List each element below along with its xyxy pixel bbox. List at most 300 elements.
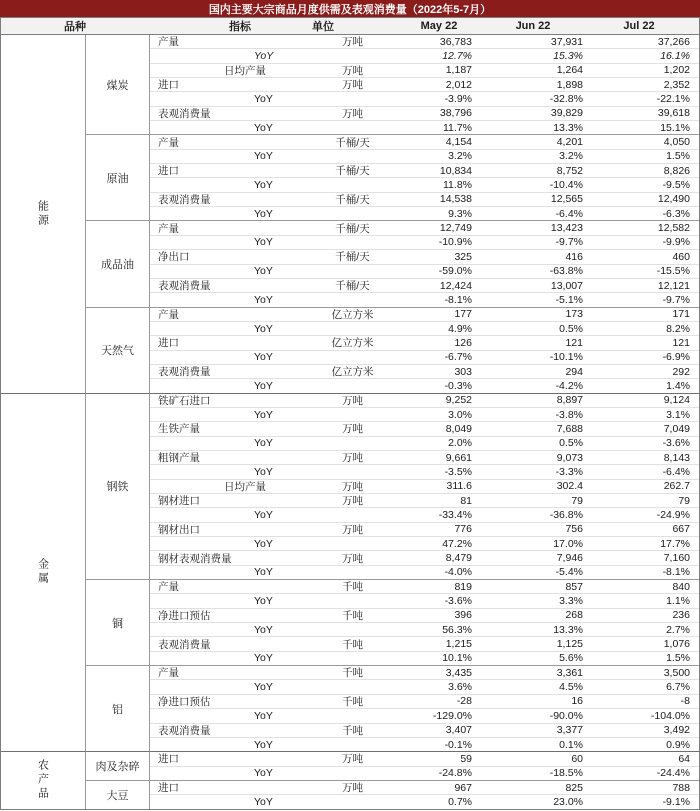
value-cell: 4.9% [400,322,478,336]
header-month: Jul 22 [588,17,700,35]
value-cell: 3.2% [478,150,588,164]
indicator-label: 进口 [150,781,305,795]
unit-label: 千桶/天 [305,164,400,178]
header-indicator: 指标 [150,17,305,35]
value-cell: 416 [478,250,588,264]
subcategory-cell [86,580,150,666]
indicator-label: 净出口 [150,250,305,264]
unit-label [305,594,400,608]
value-cell: -33.4% [400,508,478,522]
subcategory-cell [86,135,150,221]
value-cell: 56.3% [400,623,478,637]
indicator-label: 进口 [150,752,305,766]
indicator-label: 日均产量 [150,64,305,78]
unit-label: 万吨 [305,107,400,121]
value-cell: 11.7% [400,121,478,135]
subcategory-label: 钢铁 [106,481,129,494]
value-cell: 3,377 [478,724,588,738]
value-cell: 0.1% [478,738,588,752]
unit-label: 万吨 [305,523,400,537]
value-cell: 1,898 [478,78,588,92]
value-cell: 4.5% [478,680,588,694]
indicator-label: 进口 [150,78,305,92]
subcategory-cell [86,666,150,752]
value-cell: 17.0% [478,537,588,551]
unit-label [305,379,400,393]
value-cell: 9,252 [400,394,478,408]
value-cell: 37,266 [588,35,700,49]
value-cell: 3,407 [400,724,478,738]
value-cell: 8,826 [588,164,700,178]
value-cell: 177 [400,308,478,322]
indicator-label: YoY [150,265,305,279]
category-label: 能源 [36,199,49,228]
subcategory-label: 天然气 [101,345,134,358]
header-month: May 22 [400,17,478,35]
value-cell: 3.0% [400,408,478,422]
indicator-label: 表观消费量 [150,279,305,293]
unit-label [305,738,400,752]
value-cell: 825 [478,781,588,795]
value-cell: -24.8% [400,767,478,781]
indicator-label: YoY [150,150,305,164]
value-cell: 59 [400,752,478,766]
value-cell: 8,752 [478,164,588,178]
value-cell: -3.3% [478,465,588,479]
value-cell: 292 [588,365,700,379]
value-cell: 17.7% [588,537,700,551]
indicator-label: YoY [150,508,305,522]
header-category: 品种 [0,17,150,35]
indicator-label: 表观消费量 [150,365,305,379]
unit-label: 千桶/天 [305,250,400,264]
subcategory-cell [86,221,150,307]
indicator-label: 进口 [150,336,305,350]
header-month: Jun 22 [478,17,588,35]
value-cell: 0.7% [400,795,478,809]
value-cell: 81 [400,494,478,508]
subcategory-label: 大豆 [106,789,129,802]
indicator-label: 表观消费量 [150,193,305,207]
indicator-label: YoY [150,121,305,135]
subcategory-label: 煤炭 [106,79,129,92]
value-cell: -24.9% [588,508,700,522]
value-cell: 14,538 [400,193,478,207]
value-cell: 3,500 [588,666,700,680]
indicator-label: YoY [150,537,305,551]
value-cell: 15.3% [478,49,588,63]
value-cell: 268 [478,609,588,623]
subcategory-cell [86,308,150,394]
value-cell: 3,435 [400,666,478,680]
subcategory-label: 原油 [106,172,129,185]
value-cell: 1,264 [478,64,588,78]
unit-label: 亿立方米 [305,365,400,379]
value-cell: 8,479 [400,551,478,565]
value-cell: 311.6 [400,480,478,494]
unit-label [305,178,400,192]
indicator-label: 产量 [150,221,305,235]
value-cell: 756 [478,523,588,537]
value-cell: 1.5% [588,652,700,666]
unit-label [305,537,400,551]
value-cell: 7,688 [478,422,588,436]
value-cell: 39,829 [478,107,588,121]
value-cell: 840 [588,580,700,594]
indicator-label: 净进口预估 [150,609,305,623]
category-cell [0,394,86,753]
unit-label [305,709,400,723]
value-cell: -15.5% [588,265,700,279]
value-cell: -4.2% [478,379,588,393]
unit-label [305,437,400,451]
value-cell: 12,490 [588,193,700,207]
value-cell: -10.4% [478,178,588,192]
unit-label [305,150,400,164]
indicator-label: YoY [150,437,305,451]
indicator-label: 表观消费量 [150,637,305,651]
value-cell: 12,424 [400,279,478,293]
unit-label: 万吨 [305,480,400,494]
indicator-label: YoY [150,49,305,63]
indicator-label: 钢材进口 [150,494,305,508]
indicator-label: 产量 [150,666,305,680]
unit-label [305,508,400,522]
value-cell: 667 [588,523,700,537]
value-cell: -0.1% [400,738,478,752]
unit-label: 万吨 [305,64,400,78]
value-cell: 12.7% [400,49,478,63]
value-cell: -8 [588,695,700,709]
indicator-label: 产量 [150,35,305,49]
value-cell: 39,618 [588,107,700,121]
value-cell: 38,796 [400,107,478,121]
value-cell: -36.8% [478,508,588,522]
indicator-label: 进口 [150,164,305,178]
unit-label: 千吨 [305,637,400,651]
unit-label: 千桶/天 [305,279,400,293]
value-cell: 1.1% [588,594,700,608]
value-cell: 15.1% [588,121,700,135]
value-cell: 12,565 [478,193,588,207]
indicator-label: YoY [150,92,305,106]
indicator-label: YoY [150,652,305,666]
unit-label [305,465,400,479]
subcategory-label: 铜 [112,617,123,630]
value-cell: 1,202 [588,64,700,78]
unit-label: 万吨 [305,78,400,92]
value-cell: 16.1% [588,49,700,63]
value-cell: -6.4% [588,465,700,479]
unit-label [305,236,400,250]
indicator-label: YoY [150,178,305,192]
value-cell: -3.5% [400,465,478,479]
indicator-label: 铁矿石进口 [150,394,305,408]
indicator-label: 粗钢产量 [150,451,305,465]
value-cell: -28 [400,695,478,709]
value-cell: -9.1% [588,795,700,809]
value-cell: 396 [400,609,478,623]
value-cell: 7,049 [588,422,700,436]
value-cell: 1,125 [478,637,588,651]
value-cell: 2.0% [400,437,478,451]
indicator-label: YoY [150,680,305,694]
unit-label [305,652,400,666]
category-cell [0,752,86,809]
indicator-label: YoY [150,207,305,221]
value-cell: 4,050 [588,135,700,149]
value-cell: 2,352 [588,78,700,92]
value-cell: 0.9% [588,738,700,752]
value-cell: 8.2% [588,322,700,336]
indicator-label: YoY [150,379,305,393]
value-cell: -9.9% [588,236,700,250]
indicator-label: YoY [150,465,305,479]
value-cell: 8,897 [478,394,588,408]
value-cell: 1,215 [400,637,478,651]
value-cell: -3.8% [478,408,588,422]
value-cell: 9,073 [478,451,588,465]
unit-label [305,623,400,637]
value-cell: 776 [400,523,478,537]
value-cell: 325 [400,250,478,264]
unit-label [305,49,400,63]
value-cell: 13,007 [478,279,588,293]
value-cell: -18.5% [478,767,588,781]
value-cell: 7,160 [588,551,700,565]
indicator-label: YoY [150,795,305,809]
unit-label: 万吨 [305,781,400,795]
value-cell: 8,143 [588,451,700,465]
unit-label: 万吨 [305,551,400,565]
subcategory-cell [86,781,150,810]
value-cell: 12,749 [400,221,478,235]
unit-label [305,293,400,307]
value-cell: 1,187 [400,64,478,78]
category-label: 金属 [36,558,49,587]
value-cell: -6.3% [588,207,700,221]
indicator-label: YoY [150,767,305,781]
value-cell: 9,124 [588,394,700,408]
value-cell: 126 [400,336,478,350]
value-cell: 5.6% [478,652,588,666]
value-cell: 8,049 [400,422,478,436]
value-cell: 79 [588,494,700,508]
value-cell: 121 [588,336,700,350]
indicator-label: YoY [150,351,305,365]
indicator-label: 产量 [150,308,305,322]
value-cell: 11.8% [400,178,478,192]
value-cell: -5.4% [478,566,588,580]
indicator-label: YoY [150,709,305,723]
indicator-label: YoY [150,322,305,336]
value-cell: -6.7% [400,351,478,365]
value-cell: 1.5% [588,150,700,164]
subcategory-cell [86,35,150,135]
unit-label [305,680,400,694]
value-cell: 13.3% [478,121,588,135]
value-cell: 37,931 [478,35,588,49]
value-cell: 47.2% [400,537,478,551]
unit-label: 千吨 [305,609,400,623]
unit-label: 万吨 [305,752,400,766]
value-cell: 2,012 [400,78,478,92]
indicator-label: 表观消费量 [150,724,305,738]
value-cell: 857 [478,580,588,594]
unit-label [305,207,400,221]
value-cell: -9.7% [588,293,700,307]
value-cell: 0.5% [478,322,588,336]
value-cell: 7,946 [478,551,588,565]
value-cell: -104.0% [588,709,700,723]
indicator-label: 表观消费量 [150,107,305,121]
value-cell: -63.8% [478,265,588,279]
category-cell [0,35,86,394]
header-unit: 单位 [305,17,400,35]
value-cell: 6.7% [588,680,700,694]
value-cell: 9.3% [400,207,478,221]
value-cell: -9.7% [478,236,588,250]
value-cell: 10,834 [400,164,478,178]
unit-label [305,767,400,781]
subcategory-cell [86,752,150,781]
value-cell: -3.9% [400,92,478,106]
value-cell: 79 [478,494,588,508]
indicator-label: YoY [150,293,305,307]
value-cell: 13.3% [478,623,588,637]
unit-label [305,566,400,580]
value-cell: -90.0% [478,709,588,723]
value-cell: 819 [400,580,478,594]
unit-label: 千桶/天 [305,193,400,207]
indicator-label: 钢材表观消费量 [150,551,305,565]
value-cell: -8.1% [400,293,478,307]
value-cell: 302.4 [478,480,588,494]
value-cell: 3.6% [400,680,478,694]
value-cell: 121 [478,336,588,350]
unit-label [305,92,400,106]
value-cell: 60 [478,752,588,766]
subcategory-cell [86,394,150,580]
value-cell: 9,661 [400,451,478,465]
value-cell: 1.4% [588,379,700,393]
indicator-label: 日均产量 [150,480,305,494]
value-cell: 262.7 [588,480,700,494]
value-cell: 0.5% [478,437,588,451]
unit-label: 千吨 [305,695,400,709]
indicator-label: YoY [150,566,305,580]
indicator-label: 净进口预估 [150,695,305,709]
value-cell: 3,361 [478,666,588,680]
value-cell: 13,423 [478,221,588,235]
value-cell: -10.1% [478,351,588,365]
indicator-label: 生铁产量 [150,422,305,436]
value-cell: -4.0% [400,566,478,580]
value-cell: 36,783 [400,35,478,49]
value-cell: -6.4% [478,207,588,221]
indicator-label: YoY [150,623,305,637]
value-cell: 236 [588,609,700,623]
value-cell: 4,201 [478,135,588,149]
indicator-label: YoY [150,738,305,752]
value-cell: 3.3% [478,594,588,608]
value-cell: -24.4% [588,767,700,781]
unit-label [305,351,400,365]
unit-label: 万吨 [305,494,400,508]
value-cell: -10.9% [400,236,478,250]
value-cell: 2.7% [588,623,700,637]
unit-label [305,322,400,336]
value-cell: 23.0% [478,795,588,809]
unit-label: 千吨 [305,666,400,680]
value-cell: 303 [400,365,478,379]
value-cell: 3.1% [588,408,700,422]
unit-label [305,121,400,135]
value-cell: 171 [588,308,700,322]
value-cell: 1,076 [588,637,700,651]
value-cell: -32.8% [478,92,588,106]
value-cell: -6.9% [588,351,700,365]
indicator-label: 钢材出口 [150,523,305,537]
subcategory-label: 成品油 [101,259,134,271]
value-cell: 12,582 [588,221,700,235]
value-cell: 12,121 [588,279,700,293]
value-cell: 3.2% [400,150,478,164]
value-cell: 10.1% [400,652,478,666]
unit-label: 千吨 [305,724,400,738]
value-cell: 4,154 [400,135,478,149]
unit-label: 万吨 [305,35,400,49]
unit-label: 千桶/天 [305,221,400,235]
value-cell: -8.1% [588,566,700,580]
title-bar: 国内主要大宗商品月度供需及表观消费量（2022年5-7月） [0,0,700,17]
value-cell: 16 [478,695,588,709]
value-cell: 460 [588,250,700,264]
value-cell: 64 [588,752,700,766]
value-cell: -5.1% [478,293,588,307]
unit-label: 万吨 [305,422,400,436]
unit-label: 亿立方米 [305,308,400,322]
subcategory-label: 铝 [112,703,123,716]
unit-label: 亿立方米 [305,336,400,350]
category-label: 农产品 [36,759,49,802]
indicator-label: YoY [150,236,305,250]
indicator-label: 产量 [150,135,305,149]
value-cell: 173 [478,308,588,322]
indicator-label: YoY [150,594,305,608]
value-cell: -59.0% [400,265,478,279]
value-cell: -22.1% [588,92,700,106]
value-cell: 788 [588,781,700,795]
unit-label: 万吨 [305,451,400,465]
unit-label [305,265,400,279]
indicator-label: YoY [150,408,305,422]
value-cell: -9.5% [588,178,700,192]
unit-label: 千桶/天 [305,135,400,149]
indicator-label: 产量 [150,580,305,594]
value-cell: -0.3% [400,379,478,393]
value-cell: 3,492 [588,724,700,738]
value-cell: -3.6% [588,437,700,451]
unit-label [305,795,400,809]
value-cell: 294 [478,365,588,379]
unit-label: 万吨 [305,394,400,408]
unit-label: 千吨 [305,580,400,594]
value-cell: 967 [400,781,478,795]
value-cell: -129.0% [400,709,478,723]
value-cell: -3.6% [400,594,478,608]
unit-label [305,408,400,422]
